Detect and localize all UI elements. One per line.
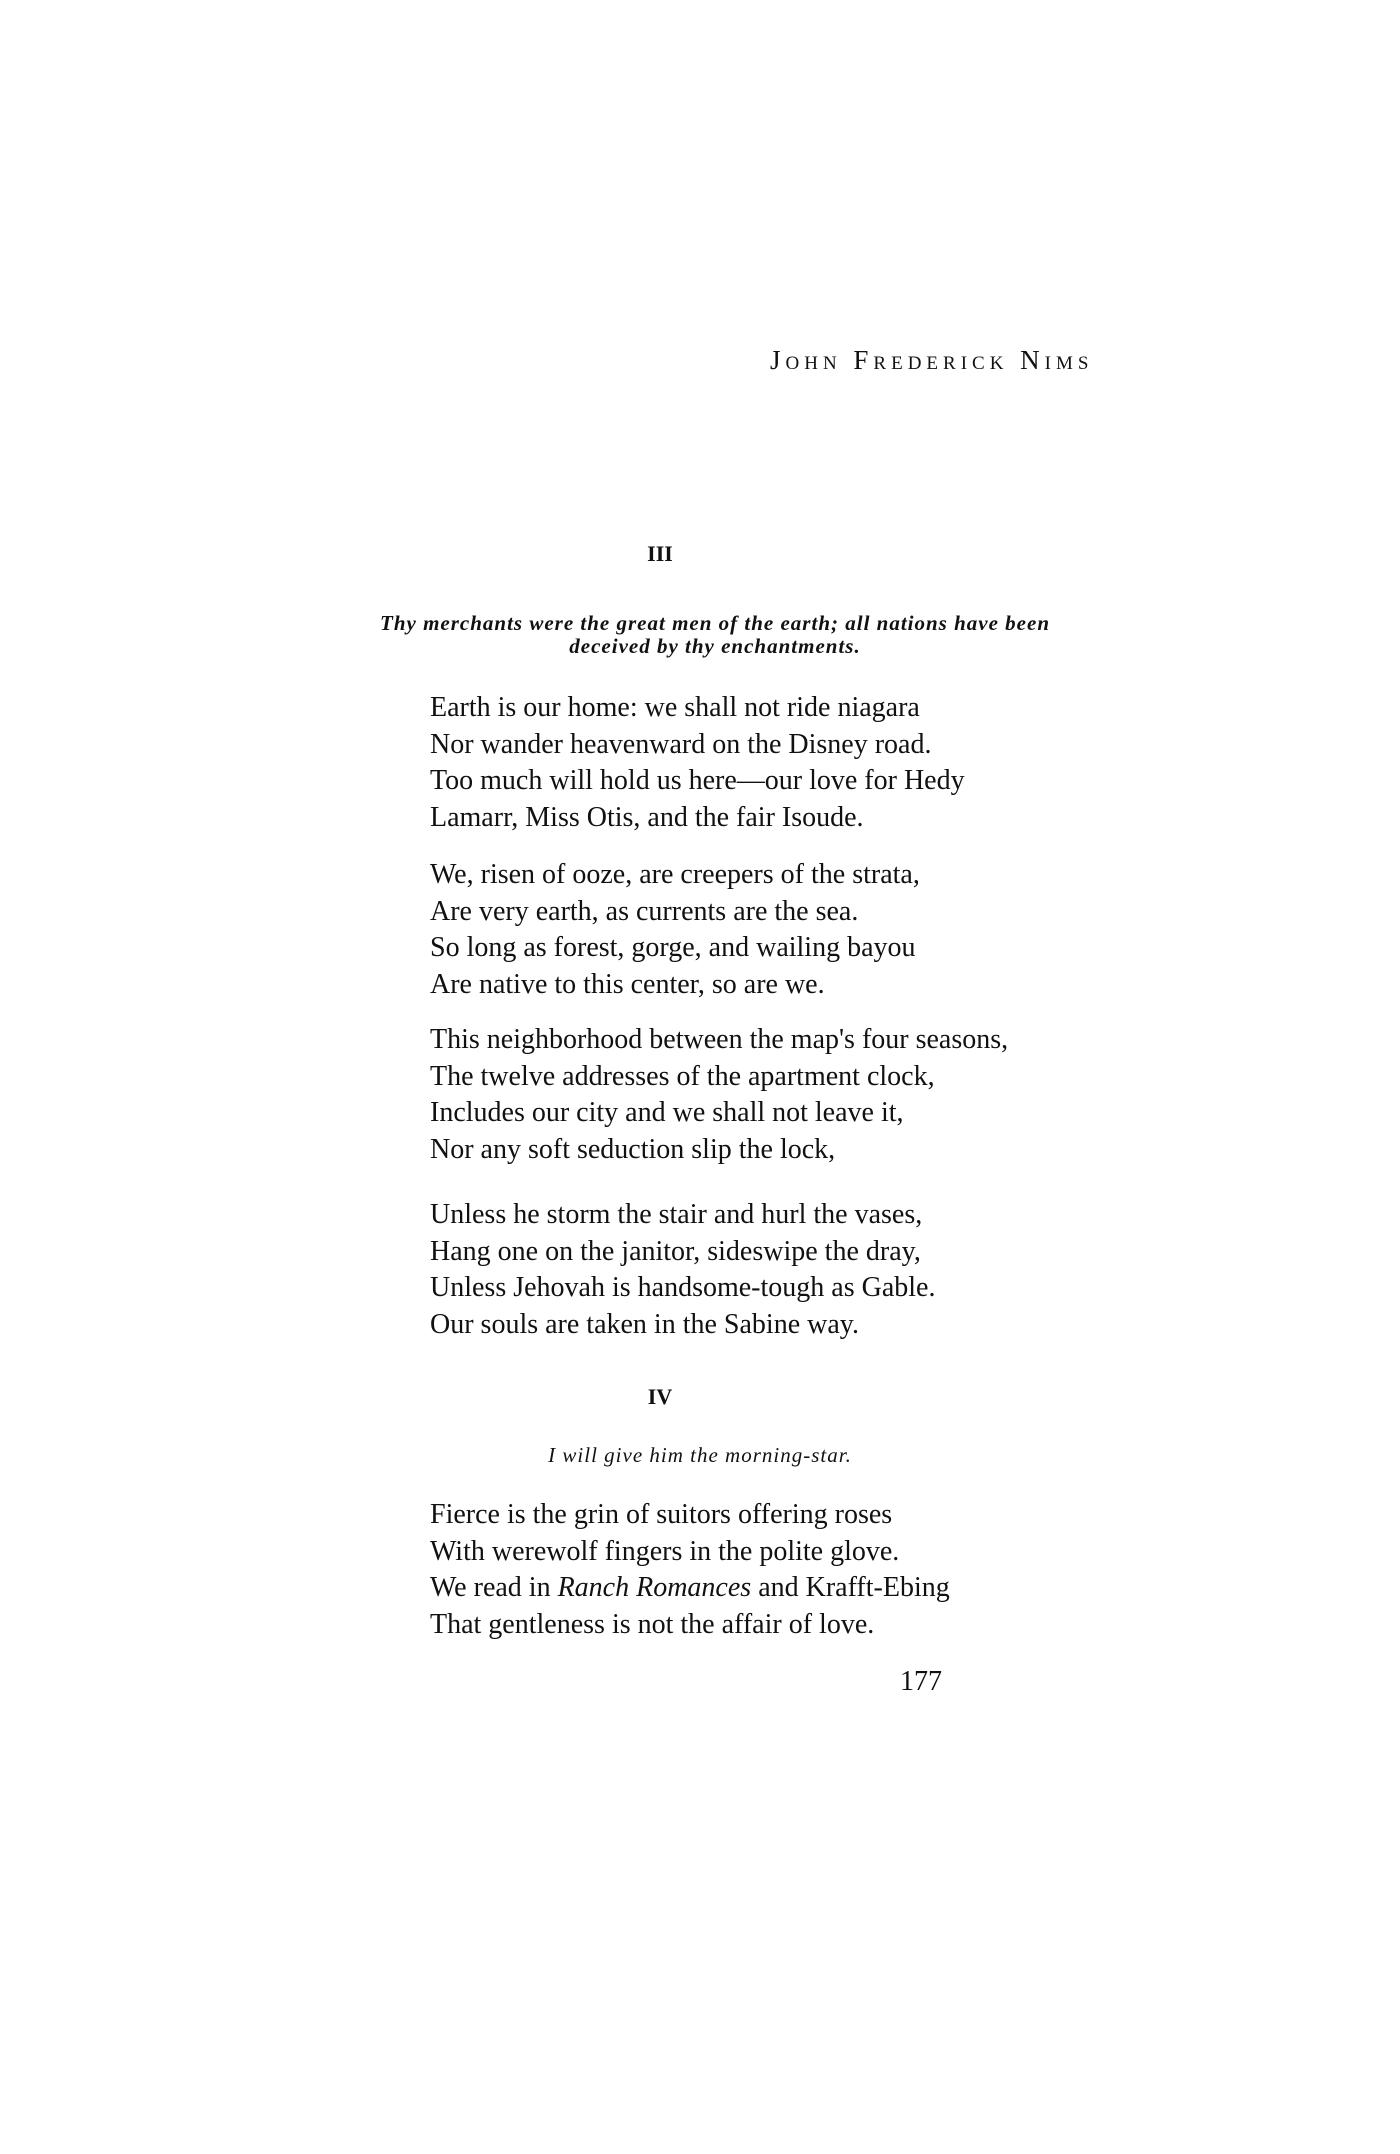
poem-line: Nor wander heavenward on the Disney road. — [430, 728, 932, 760]
poem-line: Too much will hold us here—our love for Hedy — [430, 765, 965, 796]
poem-line: Earth is our home: we shall not ride niagara — [430, 692, 920, 723]
epigraph-line: Thy merchants were the great men of the earth; all nations have been — [380, 611, 1050, 635]
poem-line: Are very earth, as currents are the sea. — [430, 895, 859, 927]
poem-line: With werewolf fingers in the polite glove. — [430, 1535, 900, 1567]
running-header: John Frederick Nims — [770, 345, 1094, 375]
poem-line: So long as forest, gorge, and wailing bayou — [430, 932, 916, 963]
poem-line: The twelve addresses of the apartment clock, — [430, 1060, 935, 1092]
poem-line: We, risen of ooze, are creepers of the strata, — [430, 859, 920, 890]
poem-line: Lamarr, Miss Otis, and the fair Isoude. — [430, 801, 864, 833]
line-text: We read in — [430, 1572, 558, 1603]
epigraph — [300, 612, 1130, 658]
poem-line: Hang one on the janitor, sideswipe the dray, — [430, 1235, 921, 1267]
stanza — [430, 1497, 950, 1643]
page-number: 177 — [900, 1666, 942, 1697]
italic-title: Ranch Romances — [557, 1572, 752, 1603]
poem-line: Includes our city and we shall not leave it, — [430, 1097, 904, 1128]
poem-line: Fierce is the grin of suitors offering roses — [430, 1499, 893, 1530]
poem-line: That gentleness is not the affair of love. — [430, 1608, 875, 1640]
stanza — [430, 1022, 1008, 1168]
poem-line: Unless he storm the stair and hurl the vases, — [430, 1199, 923, 1230]
poem-line: Our souls are taken in the Sabine way. — [430, 1308, 859, 1340]
epigraph-line: deceived by thy enchantments. — [569, 634, 861, 658]
poem-line: Unless Jehovah is handsome-tough as Gable. — [430, 1272, 936, 1303]
poem-line: Are native to this center, so are we. — [430, 968, 825, 1000]
stanza — [430, 1197, 935, 1343]
poem-line — [430, 1570, 950, 1607]
line-text: and Krafft-Ebing — [751, 1572, 950, 1603]
section-numeral: IV — [647, 1384, 673, 1409]
stanza — [430, 857, 920, 1003]
epigraph — [400, 1444, 1000, 1467]
stanza — [430, 690, 965, 836]
epigraph-line: I will give him the morning-star. — [548, 1443, 852, 1467]
poem-line: This neighborhood between the map's four seasons, — [430, 1024, 1009, 1055]
poem-line: Nor any soft seduction slip the lock, — [430, 1133, 836, 1165]
section-numeral: III — [647, 541, 673, 566]
